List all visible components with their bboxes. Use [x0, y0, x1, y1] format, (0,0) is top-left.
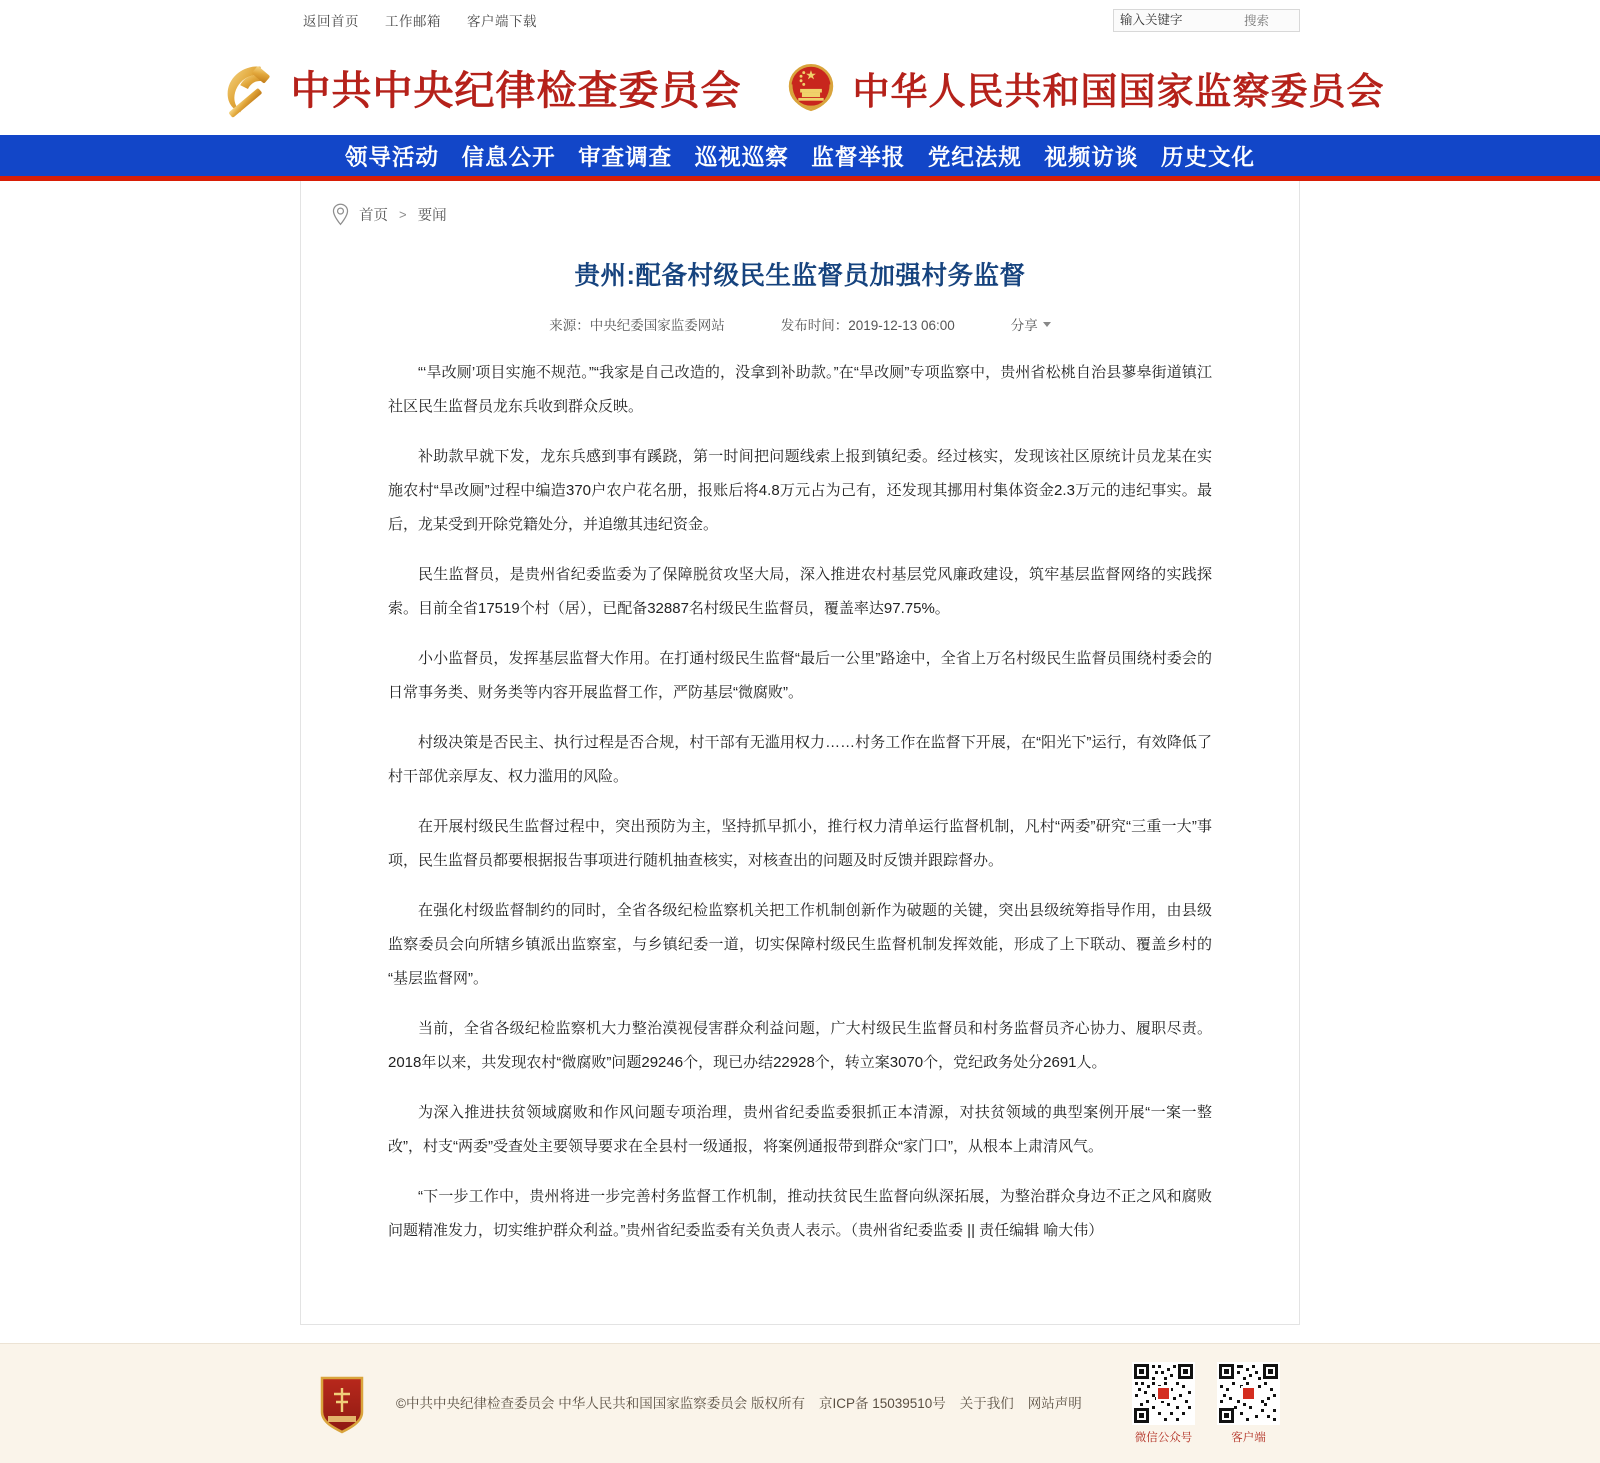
site-footer	[0, 1343, 1600, 1463]
brand-title-ccdi: 中共中央纪律检查委员会	[290, 68, 742, 113]
share-label: 分享	[1010, 318, 1038, 333]
search-input[interactable]	[1114, 10, 1242, 31]
article-publish-time: 发布时间：2019-12-13 06:00	[780, 318, 955, 333]
link-app-download[interactable]: 客户端下载	[467, 14, 537, 29]
qr-wechat-image	[1132, 1362, 1195, 1425]
footer-link-statement[interactable]: 网站声明	[1027, 1395, 1082, 1411]
brand-title-supervision: 中华人民共和国国家监察委员会	[852, 71, 1385, 113]
qr-code-group	[1132, 1362, 1280, 1445]
qr-app	[1217, 1362, 1280, 1445]
footer-text	[396, 1393, 1082, 1415]
hammer-sickle-emblem-icon	[216, 57, 278, 119]
nav-item-inspection[interactable]: 巡视巡察	[694, 144, 789, 170]
qr-app-caption: 客户端	[1231, 1432, 1266, 1444]
share-dropdown[interactable]	[1011, 314, 1051, 334]
nav-item-leader-activities[interactable]: 领导活动	[345, 144, 440, 170]
footer-link-about[interactable]: 关于我们	[959, 1395, 1014, 1411]
footer-copyright: ©中共中央纪律检查委员会 中华人民共和国国家监察委员会 版权所有	[396, 1395, 805, 1411]
link-mail[interactable]: 工作邮箱	[385, 14, 441, 29]
nav-item-video-interview[interactable]: 视频访谈	[1044, 144, 1139, 170]
qr-app-image	[1217, 1362, 1280, 1425]
top-utility-bar	[0, 0, 1600, 40]
page-title: 贵州:配备村级民生监督员加强村务监督	[574, 262, 1026, 290]
location-pin-icon	[331, 203, 350, 226]
national-emblem-icon	[782, 59, 840, 117]
article-paragraph: 为深入推进扶贫领域腐败和作风问题专项治理，贵州省纪委监委狠抓正本清源，对扶贫领域的典型案例开展“一案一整改”，村支“两委”受查处主要领导要求在全县村一级通报，将案例通报带到群众“家门口”，从根本上肃清风气。	[388, 1104, 1212, 1155]
article-paragraph: 在开展村级民生监督过程中，突出预防为主，坚持抓早抓小，推行权力清单运行监督机制，凡村“两委”研究“三重一大”事项，民生监督员都要根据报告事项进行随机抽查核实，对核查出的问题及时反馈并跟踪督办。	[388, 818, 1212, 869]
article-body	[388, 356, 1212, 1248]
qr-wechat	[1132, 1362, 1195, 1445]
nav-item-party-rules[interactable]: 党纪法规	[927, 144, 1022, 170]
main-navigation	[0, 135, 1600, 181]
qr-wechat-caption: 微信公众号	[1134, 1432, 1193, 1444]
nav-item-report[interactable]: 监督举报	[811, 144, 906, 170]
nav-item-investigation[interactable]: 审查调查	[578, 144, 673, 170]
nav-item-history-culture[interactable]: 历史文化	[1160, 144, 1255, 170]
loyalty-badge-icon	[318, 1374, 366, 1434]
article-paragraph: “下一步工作中，贵州将进一步完善村务监督工作机制，推动扶贫民生监督向纵深拓展，为整治群众身边不正之风和腐败问题精准发力，切实维护群众利益。”贵州省纪委监委有关负责人表示。（贵州省纪委监委 || 责任编辑 喻大伟）	[388, 1188, 1212, 1239]
article-card	[300, 181, 1300, 1325]
link-home[interactable]: 返回首页	[303, 14, 359, 29]
article-source: 来源：中央纪委国家监委网站	[549, 318, 725, 333]
brand-cpc-ccdi[interactable]	[216, 57, 742, 119]
article-paragraph: “‘旱改厕’项目实施不规范。”“我家是自己改造的，没拿到补助款。”在“旱改厕”专项监察中，贵州省松桃自治县蓼皋街道镇江社区民生监督员龙东兵收到群众反映。	[388, 364, 1212, 415]
breadcrumb-home[interactable]: 首页	[359, 208, 388, 224]
footer-icp-link[interactable]: 京ICP备 15039510号	[818, 1395, 946, 1411]
article-paragraph: 补助款早就下发，龙东兵感到事有蹊跷，第一时间把问题线索上报到镇纪委。经过核实，发现该社区原统计员龙某在实施农村“旱改厕”过程中编造370户农户花名册，报账后将4.8万元占为己有，还发现其挪用村集体资金2.3万元的违纪事实。最后，龙某受到开除党籍处分，并追缴其违纪资金。	[388, 448, 1212, 533]
brand-national-supervision[interactable]	[782, 59, 1385, 117]
article-paragraph: 当前，全省各级纪检监察机大力整治漠视侵害群众利益问题，广大村级民生监督员和村务监督员齐心协力、履职尽责。2018年以来，共发现农村“微腐败”问题29246个，现已办结22928个，转立案3070个，党纪政务处分2691人。	[388, 1020, 1212, 1071]
masthead	[0, 40, 1600, 135]
top-links	[300, 10, 537, 30]
breadcrumb-current[interactable]: 要闻	[417, 208, 447, 224]
article-meta	[301, 314, 1299, 334]
nav-item-info-disclosure[interactable]: 信息公开	[461, 144, 556, 170]
article-paragraph: 民生监督员，是贵州省纪委监委为了保障脱贫攻坚大局，深入推进农村基层党风廉政建设，筑牢基层监督网络的实践探索。目前全省17519个村（居），已配备32887名村级民生监督员，覆盖率达97.75%。	[388, 566, 1212, 617]
content-wrapper	[300, 181, 1300, 1325]
breadcrumb-separator: >	[399, 207, 407, 222]
article-paragraph: 小小监督员，发挥基层监督大作用。在打通村级民生监督“最后一公里”路途中，全省上万名村级民生监督员围绕村委会的日常事务类、财务类等内容开展监督工作，严防基层“微腐败”。	[388, 650, 1212, 701]
chevron-down-icon	[1043, 322, 1051, 327]
breadcrumb	[301, 181, 1299, 226]
search-button[interactable]: 搜索	[1242, 10, 1277, 31]
article-paragraph: 村级决策是否民主、执行过程是否合规，村干部有无滥用权力……村务工作在监督下开展，在“阳光下”运行，有效降低了村干部优亲厚友、权力滥用的风险。	[388, 734, 1212, 785]
article-paragraph: 在强化村级监督制约的同时，全省各级纪检监察机关把工作机制创新作为破题的关键，突出县级统筹指导作用，由县级监察委员会向所辖乡镇派出监察室，与乡镇纪委一道，切实保障村级民生监督机制发挥效能，形成了上下联动、覆盖乡村的“基层监督网”。	[388, 902, 1212, 987]
search-box	[1113, 9, 1300, 32]
